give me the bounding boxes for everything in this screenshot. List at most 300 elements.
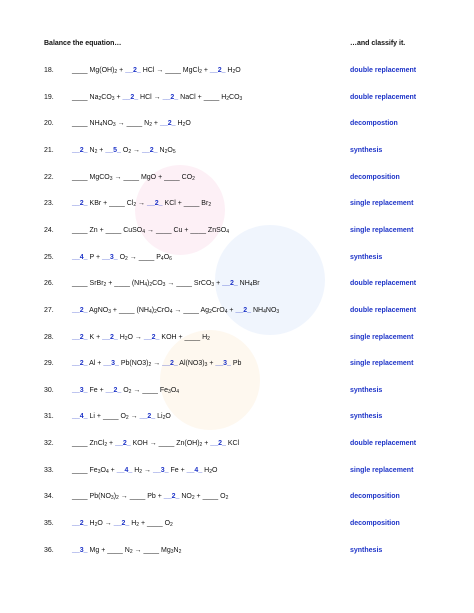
coefficient-blank: ____ [147, 520, 163, 528]
formula-text: + [106, 280, 115, 288]
formula-text: Zn + [87, 226, 106, 234]
subscript: 2 [199, 442, 203, 449]
subscript: 3 [170, 548, 174, 555]
formula-text: N [173, 546, 179, 554]
problem-row [0, 171, 474, 185]
subscript: 2 [116, 495, 119, 502]
coefficient-answer: __2_ [143, 333, 160, 341]
coefficient-answer: __2_ [162, 93, 179, 101]
reaction-classification: synthesis [350, 546, 383, 554]
subscript: 2 [170, 522, 173, 529]
coefficient-blank: ____ [158, 440, 175, 448]
subscript: 3 [168, 388, 171, 395]
chemical-equation [72, 277, 342, 292]
problem-row [0, 331, 474, 345]
reaction-classification: single replacement [350, 466, 414, 474]
coefficient-blank: ____ [142, 386, 158, 394]
reaction-arrow-icon: → [153, 93, 161, 101]
formula-text: + [207, 360, 216, 368]
coefficient-blank: ____ [72, 93, 88, 101]
reaction-arrow-icon: → [130, 413, 138, 421]
coefficient-answer: __2_ [115, 440, 131, 448]
coefficient-blank: ____ [143, 546, 160, 554]
coefficient-answer: __4_ [186, 466, 203, 474]
chemical-equation [72, 197, 342, 212]
formula-text: CO [152, 280, 163, 288]
coefficient-answer: __2_ [163, 493, 180, 501]
formula-text: ZnSO [205, 226, 227, 234]
reaction-arrow-icon: → [144, 466, 152, 474]
problem-number: 32. [44, 440, 54, 448]
reaction-arrow-icon: → [114, 173, 122, 181]
formula-text: O [97, 520, 105, 528]
coefficient-blank: ____ [138, 253, 155, 261]
formula-text: Br [199, 200, 209, 208]
coefficient-answer: __2_ [72, 146, 88, 154]
formula-text: Pb + [145, 493, 164, 501]
chemical-equation [72, 410, 342, 425]
subscript: 4 [144, 282, 148, 289]
subscript: 2 [104, 442, 108, 449]
subscript: 3 [109, 175, 113, 182]
coefficient-answer: __2_ [159, 120, 176, 128]
reaction-arrow-icon: → [117, 120, 125, 128]
coefficient-answer: __3_ [102, 253, 118, 261]
chemical-equation [72, 357, 342, 372]
formula-text: + [139, 520, 148, 528]
coefficient-answer: __2_ [139, 413, 156, 421]
coefficient-blank: ____ [129, 493, 146, 501]
coefficient-answer: __2_ [72, 306, 88, 314]
problem-number: 21. [44, 146, 54, 154]
formula-text: CO [179, 173, 193, 181]
problem-number: 28. [44, 333, 54, 341]
coefficient-answer: __2_ [210, 440, 226, 448]
coefficient-answer: __3_ [72, 386, 88, 394]
problem-number: 36. [44, 546, 54, 554]
subscript: 4 [224, 308, 228, 315]
coefficient-answer: __2_ [72, 200, 88, 208]
reaction-classification: single replacement [350, 200, 414, 208]
subscript: 2 [149, 122, 152, 129]
formula-text: + [114, 93, 123, 101]
formula-text: MgCl [180, 67, 200, 74]
coefficient-answer: __2_ [125, 67, 141, 74]
formula-text: H [219, 93, 227, 101]
coefficient-blank: ____ [165, 67, 181, 74]
subscript: 4 [249, 282, 253, 289]
formula-text: CO [101, 93, 112, 101]
formula-text: AgNO [87, 306, 109, 314]
reaction-classification: synthesis [350, 253, 383, 261]
reaction-arrow-icon: → [104, 520, 112, 528]
reaction-arrow-icon: → [129, 253, 137, 261]
reaction-arrow-icon: → [120, 493, 128, 501]
formula-text: Pb(NO3) [118, 360, 149, 368]
reaction-classification: single replacement [350, 360, 414, 368]
coefficient-blank: ____ [72, 173, 88, 181]
chemical-equation [72, 384, 342, 399]
reaction-arrow-icon: → [134, 546, 142, 554]
subscript: 2 [124, 335, 128, 342]
formula-text: Cu + [171, 226, 191, 234]
formula-text: O [185, 120, 191, 128]
formula-text: KCl [225, 440, 240, 448]
formula-text: O [165, 413, 171, 421]
subscript: 2 [162, 415, 166, 422]
coefficient-answer: __2_ [72, 360, 88, 368]
formula-text: Na [87, 93, 99, 101]
coefficient-answer: __2_ [122, 93, 139, 101]
problem-row [0, 64, 474, 78]
coefficient-answer: __2_ [72, 520, 88, 528]
formula-text: Fe + [87, 386, 106, 394]
coefficient-answer: __2_ [162, 360, 178, 368]
formula-text: + [151, 120, 160, 128]
coefficient-answer: __5_ [105, 146, 121, 154]
problem-number: 18. [44, 67, 54, 74]
subscript: 3 [239, 95, 243, 102]
formula-text: KCl + [162, 200, 184, 208]
formula-text: Fe [87, 466, 98, 474]
formula-text: O [167, 146, 173, 154]
formula-text: H [175, 120, 183, 128]
problem-row [0, 117, 474, 131]
subscript: 2 [94, 148, 98, 155]
formula-text: NH [237, 280, 250, 288]
subscript: 3 [162, 282, 166, 289]
problem-row [0, 464, 474, 478]
formula-text: O [120, 146, 129, 154]
chemical-equation [72, 64, 342, 79]
header-classify: …and classify it. [350, 40, 406, 47]
formula-text: ) [113, 493, 117, 501]
formula-text: (NH [129, 280, 145, 288]
subscript: 2 [103, 282, 107, 289]
subscript: 2 [208, 202, 212, 209]
coefficient-answer: __3_ [152, 466, 169, 474]
problem-row [0, 224, 474, 238]
formula-text: O [100, 466, 106, 474]
formula-text: NH [251, 306, 264, 314]
coefficient-answer: __2_ [147, 200, 163, 208]
problem-row [0, 410, 474, 424]
formula-text: + [107, 440, 116, 448]
chemical-equation [72, 117, 342, 132]
subscript: 2 [149, 282, 153, 289]
problem-number: 31. [44, 413, 54, 421]
coefficient-blank: ____ [126, 120, 143, 128]
reaction-arrow-icon: → [174, 306, 182, 314]
subscript: 5 [172, 148, 176, 155]
coefficient-blank: ____ [183, 200, 200, 208]
problem-row [0, 437, 474, 451]
reaction-classification: synthesis [350, 146, 383, 154]
coefficient-answer: __2_ [142, 146, 158, 154]
reaction-arrow-icon: → [149, 440, 157, 448]
coefficient-blank: ____ [109, 200, 125, 208]
formula-text: H [117, 333, 125, 341]
subscript: 3 [108, 308, 111, 315]
coefficient-answer: __2_ [113, 520, 130, 528]
coefficient-answer: __2_ [222, 280, 238, 288]
coefficient-blank: ____ [107, 546, 123, 554]
coefficient-blank: ____ [118, 306, 135, 314]
problem-row [0, 544, 474, 558]
reaction-classification: single replacement [350, 226, 414, 234]
problem-row [0, 197, 474, 211]
coefficient-answer: __3_ [72, 546, 88, 554]
problem-row [0, 91, 474, 105]
formula-text: Mg(OH) [87, 67, 115, 74]
problem-number: 35. [44, 520, 54, 528]
formula-text: + [214, 280, 223, 288]
problem-number: 23. [44, 200, 54, 208]
formula-text: MgO + [139, 173, 165, 181]
formula-text: ZnCl [87, 440, 105, 448]
formula-text: KOH [130, 440, 150, 448]
formula-text: ) [147, 280, 150, 288]
coefficient-answer: __2_ [102, 333, 118, 341]
subscript: 4 [169, 308, 173, 315]
problem-row [0, 277, 474, 291]
chemical-equation [72, 91, 342, 106]
subscript: 2 [129, 548, 133, 555]
formula-text: N [142, 120, 150, 128]
formula-text: Cl [124, 200, 134, 208]
chemical-equation [72, 517, 342, 532]
coefficient-blank: ____ [102, 413, 119, 421]
formula-text: O [212, 466, 218, 474]
reaction-arrow-icon: → [156, 67, 164, 74]
coefficient-answer: __2_ [209, 67, 226, 74]
formula-text: + [110, 306, 119, 314]
formula-text: KOH + [159, 333, 185, 341]
formula-text: Pb(NO [87, 493, 111, 501]
formula-text: SrBr [87, 280, 104, 288]
formula-text: MgCO [87, 173, 110, 181]
formula-text: O [170, 386, 177, 394]
formula-text: + [97, 146, 106, 154]
reaction-classification: double replacement [350, 306, 417, 314]
subscript: 2 [94, 522, 98, 529]
problem-number: 24. [44, 226, 54, 234]
formula-text: CO [229, 93, 240, 101]
reaction-classification: double replacement [350, 280, 417, 288]
coefficient-blank: ____ [72, 466, 88, 474]
chemical-equation [72, 544, 342, 559]
formula-text: Mg + [87, 546, 108, 554]
problem-row [0, 384, 474, 398]
subscript: 2 [182, 122, 186, 129]
subscript: 4 [263, 308, 266, 315]
coefficient-answer: __4_ [72, 413, 88, 421]
chemical-equation [72, 437, 342, 452]
formula-text: H [202, 466, 210, 474]
subscript: 2 [139, 468, 143, 475]
formula-text: HCl [140, 67, 157, 74]
problem-number: 26. [44, 280, 54, 288]
subscript: 2 [209, 468, 212, 475]
subscript: 4 [105, 468, 109, 475]
reaction-classification: double replacement [350, 440, 417, 448]
formula-text: Fe + [168, 466, 187, 474]
chemical-equation [72, 464, 342, 479]
subscript: 2 [178, 548, 182, 555]
formula-text: + [201, 67, 210, 74]
reaction-classification: decomposition [350, 520, 400, 528]
formula-text: H [129, 520, 137, 528]
formula-text: O [118, 413, 126, 421]
formula-text: NO [265, 306, 277, 314]
reaction-classification: synthesis [350, 386, 383, 394]
formula-text: O [127, 333, 135, 341]
formula-text: CrO [211, 306, 225, 314]
subscript: 3 [204, 362, 208, 369]
subscript: 2 [209, 308, 212, 315]
problem-number: 20. [44, 120, 54, 128]
problem-row [0, 517, 474, 531]
coefficient-blank: ____ [183, 306, 199, 314]
reaction-arrow-icon: → [138, 200, 146, 208]
coefficient-blank: ____ [123, 173, 140, 181]
formula-text: H [200, 333, 208, 341]
reaction-classification: synthesis [350, 413, 383, 421]
coefficient-answer: __2_ [235, 306, 252, 314]
chemical-equation [72, 224, 342, 239]
subscript: 6 [169, 255, 172, 262]
subscript: 2 [148, 362, 152, 369]
problem-number: 27. [44, 306, 54, 314]
chemical-equation [72, 331, 342, 346]
formula-text: N [157, 146, 165, 154]
coefficient-answer: __4_ [116, 466, 133, 474]
subscript: 3 [110, 495, 114, 502]
formula-text: + [108, 466, 117, 474]
subscript: 2 [191, 495, 195, 502]
formula-text: Ag [198, 306, 210, 314]
reaction-arrow-icon: → [153, 360, 161, 368]
reaction-arrow-icon: → [133, 146, 141, 154]
coefficient-blank: ____ [190, 226, 206, 234]
problem-number: 30. [44, 386, 54, 394]
chemical-equation [72, 251, 342, 266]
subscript: 2 [133, 202, 137, 209]
formula-text: O [121, 386, 129, 394]
coefficient-blank: ____ [155, 226, 172, 234]
formula-text: NO [179, 493, 192, 501]
formula-text: H [225, 67, 233, 74]
formula-text: + [227, 306, 236, 314]
problem-number: 34. [44, 493, 54, 501]
formula-text: Fe [157, 386, 169, 394]
subscript: 2 [207, 335, 210, 342]
coefficient-blank: ____ [184, 333, 201, 341]
chemical-equation [72, 304, 342, 319]
subscript: 4 [99, 122, 103, 129]
subscript: 2 [199, 69, 202, 75]
formula-text: + [117, 67, 126, 74]
subscript: 3 [276, 308, 280, 315]
reaction-arrow-icon: → [134, 333, 142, 341]
formula-text: N [122, 546, 130, 554]
subscript: 2 [98, 95, 102, 102]
subscript: 4 [176, 388, 180, 395]
coefficient-blank: ____ [72, 280, 88, 288]
problem-row [0, 304, 474, 318]
problem-number: 25. [44, 253, 54, 261]
formula-text: Zn(OH) [174, 440, 200, 448]
formula-text: Pb [230, 360, 242, 368]
coefficient-blank: ____ [105, 226, 122, 234]
reaction-classification: double replacement [350, 67, 417, 74]
subscript: 2 [164, 148, 168, 155]
formula-text: CuSO [121, 226, 143, 234]
reaction-classification: decomposition [350, 173, 400, 181]
coefficient-blank: ____ [72, 67, 88, 74]
formula-text: Al(NO3) [177, 360, 205, 368]
formula-text: HCl [138, 93, 154, 101]
coefficient-blank: ____ [72, 120, 88, 128]
subscript: 2 [125, 415, 129, 422]
formula-text: O [163, 253, 170, 261]
formula-text: ) [151, 306, 155, 314]
reaction-arrow-icon: → [147, 226, 154, 234]
formula-text: Al + [87, 360, 104, 368]
coefficient-answer: __3_ [103, 360, 119, 368]
reaction-arrow-icon: → [167, 280, 175, 288]
problem-row [0, 357, 474, 371]
formula-text: KBr + [87, 200, 110, 208]
formula-text: H [87, 520, 95, 528]
coefficient-blank: ____ [202, 493, 219, 501]
formula-text: O [162, 520, 171, 528]
subscript: 2 [136, 522, 140, 529]
header-instruction: Balance the equation… [44, 40, 122, 47]
coefficient-blank: ____ [72, 226, 88, 234]
formula-text: K + [87, 333, 103, 341]
reaction-classification: double replacement [350, 93, 417, 101]
coefficient-blank: ____ [72, 440, 88, 448]
formula-text: H [132, 466, 140, 474]
subscript: 4 [148, 308, 152, 315]
formula-text: CrO [156, 306, 170, 314]
subscript: 4 [142, 228, 146, 235]
formula-text: Li + [87, 413, 103, 421]
problem-number: 19. [44, 93, 54, 101]
subscript: 3 [111, 95, 115, 102]
subscript: 3 [211, 282, 215, 289]
subscript: 2 [128, 388, 132, 395]
subscript: 2 [226, 95, 230, 102]
subscript: 4 [160, 255, 164, 262]
subscript: 2 [114, 69, 118, 75]
coefficient-answer: __3_ [215, 360, 231, 368]
formula-text: NH [87, 120, 100, 128]
formula-text: P + [87, 253, 103, 261]
subscript: 2 [128, 148, 132, 155]
watermark-logo [117, 150, 350, 450]
formula-text: P [154, 253, 161, 261]
problem-row [0, 251, 474, 265]
formula-text: SrCO [191, 280, 212, 288]
coefficient-blank: ____ [164, 173, 180, 181]
problem-row [0, 144, 474, 158]
reaction-classification: decompostion [350, 120, 398, 128]
formula-text: O [235, 67, 241, 74]
coefficient-answer: __4_ [72, 253, 88, 261]
coefficient-answer: __2_ [105, 386, 122, 394]
